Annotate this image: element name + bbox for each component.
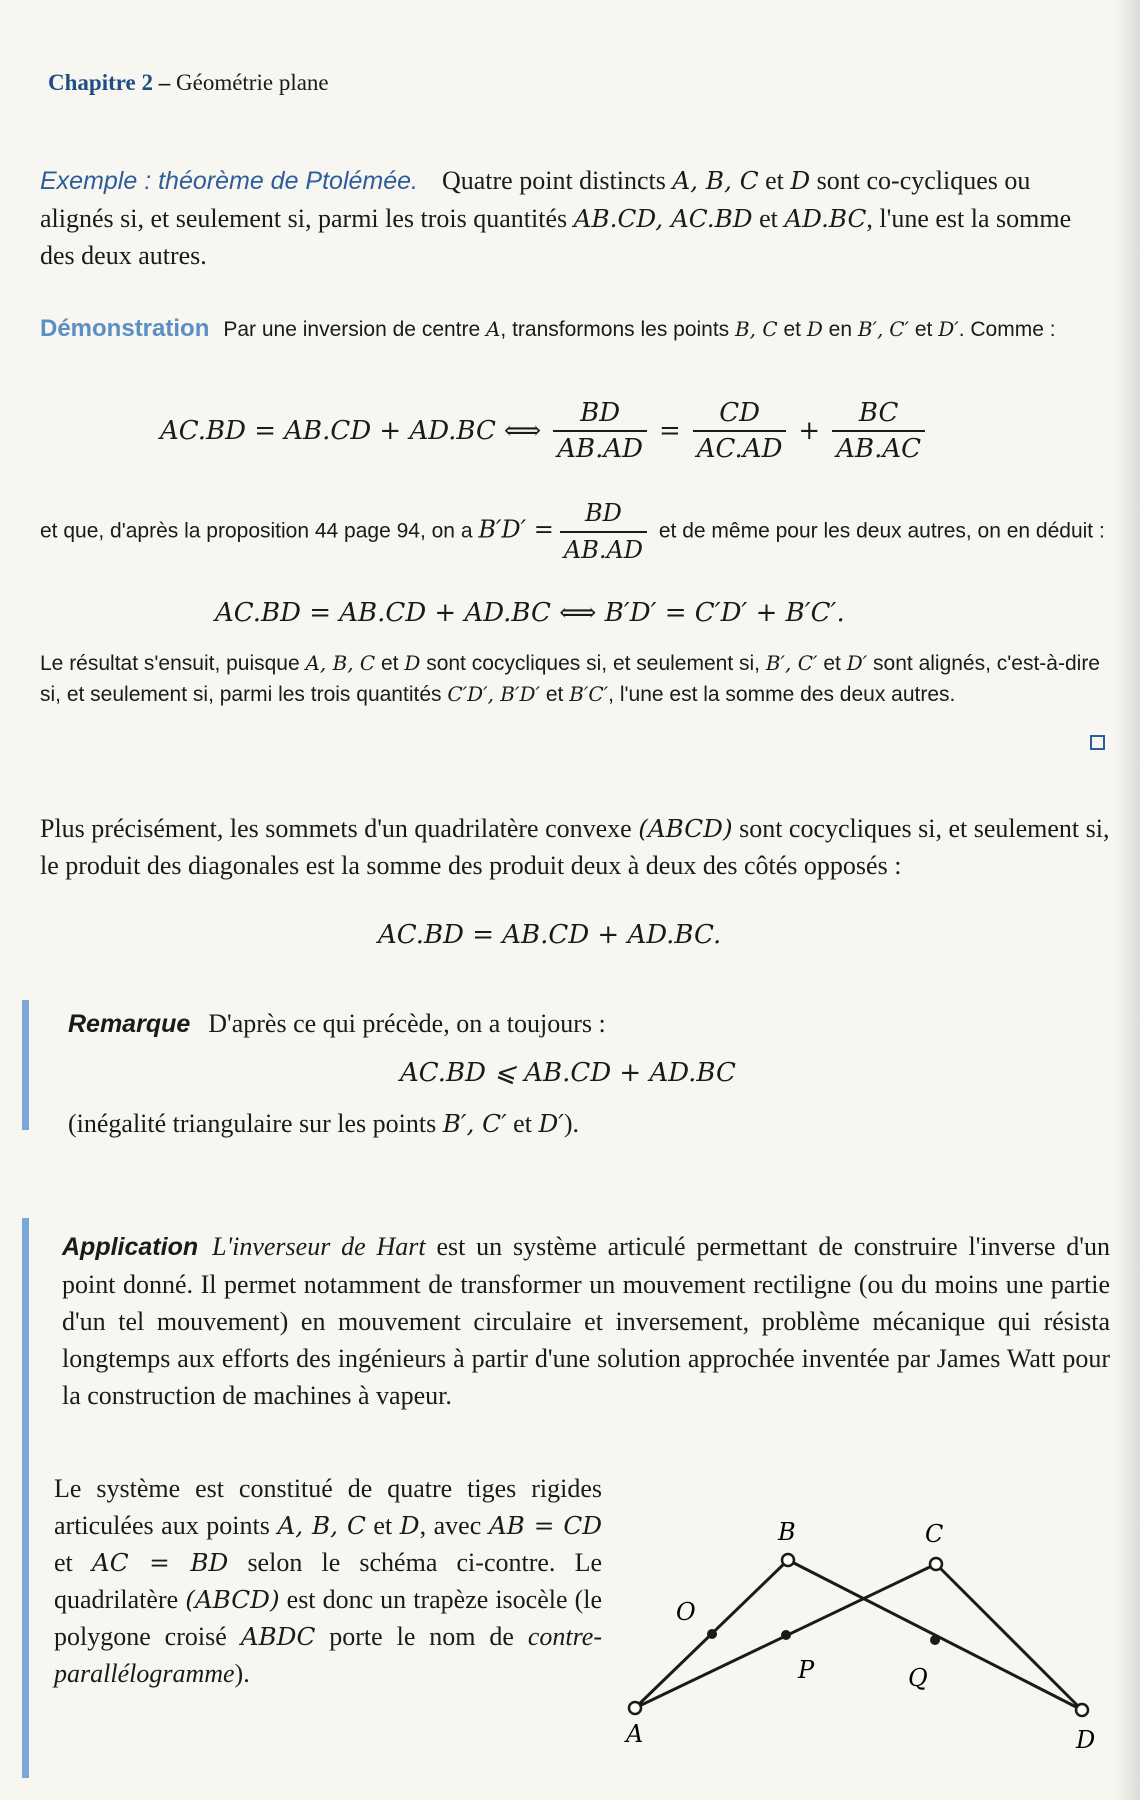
application-system-description <box>54 1470 602 1692</box>
remark-note <box>68 1105 1108 1142</box>
demo-text: sont cocycliques si, et seulement si, <box>420 652 766 675</box>
demo-text: et de même pour les deux autres, on en déduit : <box>653 519 1105 543</box>
chapter-title: Géométrie plane <box>176 70 329 95</box>
math-inline: (ABCD) <box>185 1585 280 1614</box>
plus-symbol: + <box>798 416 821 446</box>
demo-text: sont alignés, c'est-à-dire si, et seulement si, parmi les trois quantités <box>40 652 1100 706</box>
point-p <box>781 1630 791 1640</box>
math-inline: AD.BC <box>784 204 867 233</box>
point-q <box>930 1635 940 1645</box>
joint-c <box>930 1558 942 1570</box>
application-text: est donc un trapèze isocèle (le polygone croisé <box>54 1585 602 1651</box>
remark-text: et <box>506 1109 539 1138</box>
application-text: est un système articulé permettant de construire l'inverse d'un point donné. Il permet notamment de transformer un mouvement rectiligne (ou du moins une partie d'un tel mouvement) en mouvement circulaire et inversement, problème mécanique qui résista longtemps aux efforts des ingénieurs à partir d'une solution approchée inventée par James Watt pour la construction de machines à vapeur. <box>62 1232 1110 1410</box>
qed-square-icon <box>1090 735 1105 750</box>
label-p: P <box>798 1656 815 1684</box>
demo-text: , transformons les points <box>500 318 736 341</box>
demo-text: et <box>817 652 847 675</box>
example-text: et <box>758 166 791 195</box>
fraction <box>693 398 787 464</box>
equation-ptolemy: AC.BD = AB.CD + AD.BC. <box>378 920 722 950</box>
math-inline: D <box>790 166 811 195</box>
math-inline: B′D′ = <box>478 515 554 544</box>
equals-symbol: = <box>658 416 681 446</box>
math-inline: AB = CD <box>488 1511 603 1540</box>
chapter-header <box>48 70 329 96</box>
application-italic: L'inverseur de Hart <box>212 1232 426 1261</box>
fraction-numerator: BD <box>585 499 622 527</box>
demonstration-title: Démonstration <box>40 315 210 342</box>
example-text: sont co-cycliques ou alignés si, et seulement si, parmi les trois quantités <box>40 166 1031 233</box>
demo-text: et que, d'après la proposition 44 page 94, on a <box>40 519 479 543</box>
math-inline: D′ <box>538 1109 564 1138</box>
application-text: et <box>365 1511 400 1540</box>
demo-text: et <box>909 318 939 341</box>
math-inline: B′, C′ <box>765 651 818 675</box>
label-c: C <box>925 1520 944 1548</box>
joint-b <box>782 1554 794 1566</box>
application-title: Application <box>62 1233 199 1261</box>
fraction-numerator: CD <box>719 398 760 428</box>
math-inline: B′, C′ <box>442 1109 507 1138</box>
demo-text: et <box>375 652 405 675</box>
application-italic: contre-parallélogramme <box>54 1622 603 1688</box>
application-text: et <box>54 1548 92 1577</box>
example-text: Quatre point distincts <box>441 166 673 195</box>
math-inline: B′, <box>857 317 884 341</box>
math-inline: D <box>806 317 823 341</box>
demo-text: , l'une est la somme des deux autres. <box>608 683 956 706</box>
application-text: ). <box>234 1659 250 1688</box>
example-title: Exemple : théorème de Ptolémée. <box>40 167 418 195</box>
math-inline: (ABCD) <box>638 814 733 843</box>
point-o <box>707 1629 717 1639</box>
joint-a <box>629 1702 641 1714</box>
equation-ptolemy-inversion <box>160 398 929 464</box>
fraction <box>560 498 647 566</box>
precise-text: sont cocycliques si, et seulement si, le produit des diagonales est la somme des produit deux à deux des côtés opposés : <box>40 814 1110 880</box>
label-b: B <box>778 1518 796 1546</box>
fraction-denominator: AC.AD <box>693 430 787 464</box>
remark-text: D'après ce qui précède, on a toujours : <box>208 1009 606 1038</box>
math-inline: B′C′ <box>569 682 609 706</box>
math-inline: D′ <box>938 317 959 341</box>
demo-text: Par une inversion de centre <box>223 318 487 341</box>
fraction-numerator: BD <box>580 398 621 428</box>
application-text: , avec <box>419 1511 489 1540</box>
math-inline: A <box>486 317 501 341</box>
math-inline: D <box>404 651 421 675</box>
label-q: Q <box>908 1664 928 1692</box>
fraction-denominator: AB.AD <box>560 531 647 566</box>
math-inline: D′ <box>846 651 868 675</box>
demo-text: en <box>822 318 858 341</box>
demo-text: . Comme : <box>958 318 1056 341</box>
demo-text: et <box>540 683 570 706</box>
demonstration-intro <box>40 313 1120 345</box>
remark-title: Remarque <box>68 1010 191 1038</box>
remark-side-bar <box>22 1000 29 1130</box>
chapter-dash: – <box>158 70 171 95</box>
demonstration-line-2 <box>40 498 1120 566</box>
hart-inversor-diagram <box>620 1500 1120 1760</box>
fraction <box>832 398 925 464</box>
application-text: Le système est constitué de quatre tiges rigides articulées aux points <box>54 1474 602 1540</box>
demonstration-conclusion <box>40 648 1120 710</box>
math-inline: C′D′, B′D′ <box>447 682 541 706</box>
label-o: O <box>676 1598 696 1626</box>
math-inline: C′ <box>889 317 910 341</box>
remark-text: ). <box>563 1109 580 1138</box>
precise-statement <box>40 810 1120 884</box>
example-text: , l'une est la somme des deux autres. <box>40 204 1072 270</box>
remark-text: (inégalité triangulaire sur les points <box>68 1109 443 1138</box>
example-paragraph <box>40 162 1110 274</box>
equation-inverted-points: AC.BD = AB.CD + AD.BC ⟺ B′D′ = C′D′ + B′C′. <box>215 598 845 628</box>
math-inline: AB.CD, AC.BD <box>573 204 753 233</box>
math-inline: B, C <box>735 317 778 341</box>
remark-block <box>68 1005 1108 1043</box>
iff-symbol: ⟺ <box>503 416 542 446</box>
joint-d <box>1076 1704 1088 1716</box>
application-paragraph <box>62 1228 1110 1414</box>
math-inline: AC = BD <box>91 1548 229 1577</box>
math-inline: A, B, C <box>305 651 376 675</box>
application-text: porte le nom de <box>315 1622 528 1651</box>
math-inline: A, B, C <box>277 1511 366 1540</box>
precise-text: Plus précisément, les sommets d'un quadrilatère convexe <box>40 814 639 843</box>
rod-c-d <box>936 1564 1082 1710</box>
demo-text: Le résultat s'ensuit, puisque <box>40 652 306 675</box>
label-d: D <box>1076 1726 1096 1754</box>
fraction-denominator: AB.AC <box>832 430 925 464</box>
fraction-denominator: AB.AD <box>553 430 647 464</box>
fraction-numerator: BC <box>858 398 899 428</box>
math-inline: ABDC <box>240 1622 316 1651</box>
chapter-number: Chapitre 2 <box>48 70 153 95</box>
label-a: A <box>626 1720 644 1748</box>
example-text: et <box>752 204 785 233</box>
equation-lhs: AC.BD = AB.CD + AD.BC <box>160 416 496 446</box>
fraction <box>553 398 647 464</box>
application-side-bar <box>22 1218 29 1778</box>
math-inline: A, B, C <box>672 166 759 195</box>
equation-inequality: AC.BD ⩽ AB.CD + AD.BC <box>400 1058 736 1088</box>
demo-text: et <box>777 318 807 341</box>
application-text: selon le schéma ci-contre. Le quadrilatère <box>54 1548 602 1614</box>
math-inline: D <box>399 1511 420 1540</box>
